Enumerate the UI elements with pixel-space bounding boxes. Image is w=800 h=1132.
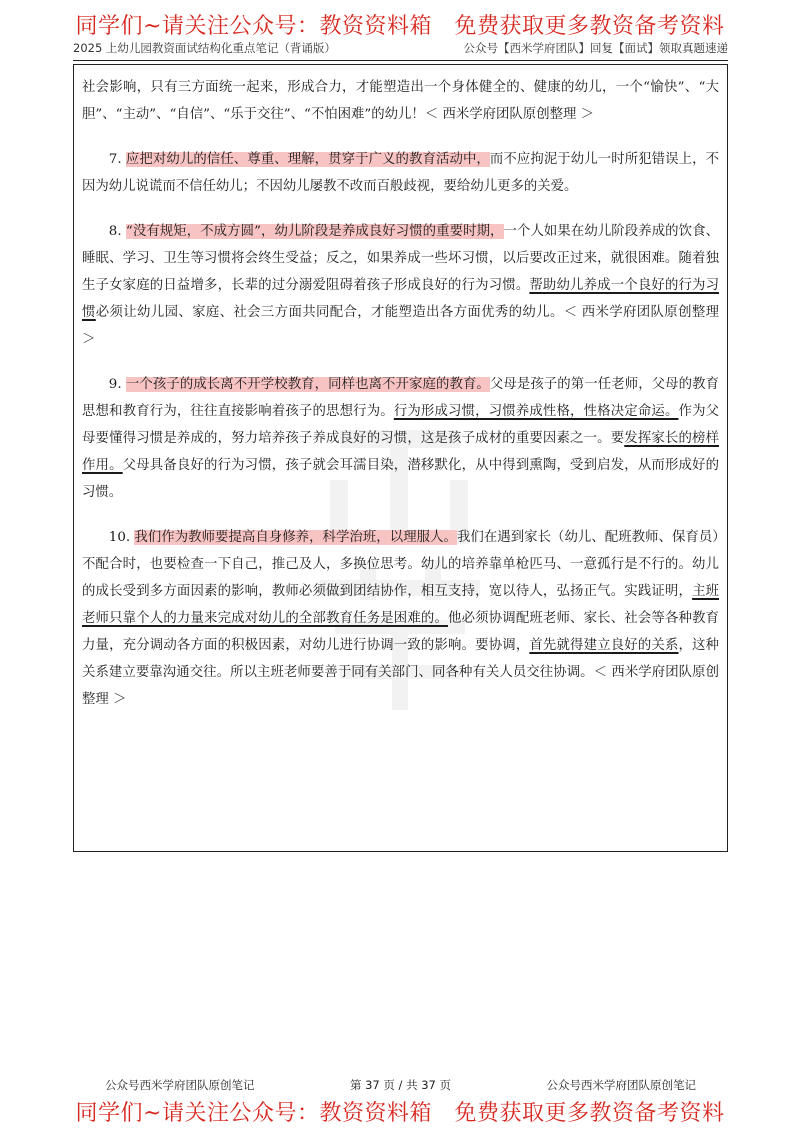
highlight-text: “没有规矩，不成方圆”，幼儿阶段是养成良好习惯的重要时期， <box>125 224 504 239</box>
body-text: 父母是孩子的第一任老师，父母的教育思想和教育行为，往往直接影响着孩子的思想行为。 <box>82 377 719 419</box>
page-number: 第 37 页 / 共 37 页 <box>349 1078 452 1092</box>
underlined-text: 行为形成习惯，习惯养成性格，性格决定命运。 <box>393 404 679 419</box>
running-header <box>73 40 728 58</box>
footer-left: 公众号西米学府团队原创笔记 <box>105 1078 255 1092</box>
promo-banner-bottom: 同学们~请关注公众号：教资资料箱 免费获取更多教资备考资料 <box>75 1101 725 1126</box>
underlined-text: 主班老师只靠个人的力量来完成对幼儿的全部教育任务是困难的。 <box>82 584 720 626</box>
paragraph-number: 7. <box>108 152 126 167</box>
paragraph-number: 10. <box>108 530 135 545</box>
underlined-text: 首先就得建立良好的关系 <box>529 638 679 653</box>
underlined-text: 帮助幼儿养成一个良好的行为习惯 <box>82 278 720 320</box>
underlined-text: 发挥家长的榜样作用。 <box>82 431 719 473</box>
highlight-text: 一个孩子的成长离不开学校教育，同样也离不开家庭的教育。 <box>125 377 490 392</box>
paragraph-9 <box>82 371 719 506</box>
body-text: 而不应拘泥于幼儿一时所犯错误上，不因为幼儿说谎而不信任幼儿；不因幼儿屡教不改而百般歧视，要给幼儿更多的关爱。 <box>82 152 719 194</box>
body-text: 一个人如果在幼儿阶段养成的饮食、睡眠、学习、卫生等习惯将会终生受益；反之，如果养成一些坏习惯，以后要改正过来，就很困难。随着独生子女家庭的日益增多，长辈的过分溺爱阻碍着孩子形成良好的行为习惯。 <box>82 224 719 293</box>
page-body <box>82 74 719 731</box>
paragraph-10 <box>82 524 719 713</box>
promo-banner-top: 同学们~请关注公众号：教资资料箱 免费获取更多教资备考资料 <box>75 14 725 39</box>
footer-right: 公众号西米学府团队原创笔记 <box>546 1078 696 1092</box>
highlight-text: 我们作为教师要提高自身修养，科学治班，以理服人。 <box>134 530 457 545</box>
body-text: 父母具备良好的行为习惯，孩子就会耳濡目染，潜移默化，从中得到熏陶，受到启发，从而形成好的习惯。 <box>82 458 719 500</box>
body-text: 我们在遇到家长（幼儿、配班教师、保育员）不配合时，也要检查一下自己，推己及人，多换位思考。幼儿的培养靠单枪匹马、一意孤行是不行的。幼儿的成长受到多方面因素的影响，教师必须做到团结协作，相互支持，宽以待人，弘扬正气。实践证明， <box>82 530 719 599</box>
highlight-text: 应把对幼儿的信任、尊重、理解，贯穿于广义的教育活动中， <box>125 152 490 167</box>
header-doc-title: 2025 上幼儿园教资面试结构化重点笔记（背诵版） <box>73 41 336 55</box>
paragraph-7 <box>82 146 719 200</box>
page-footer <box>73 1077 728 1093</box>
body-text: 作为父母要懂得习惯是养成的，努力培养孩子养成良好的习惯，这是孩子成材的重要因素之一。要 <box>82 404 720 446</box>
paragraph-6-tail: 社会影响，只有三方面统一起来，形成合力，才能塑造出一个身体健全的、健康的幼儿，一个“愉快”、“大胆”、“主动”、“自信”、“乐于交往”、“不怕困难”的幼儿！＜ 西米学府团队原创整理 ＞ <box>82 80 719 122</box>
body-text: ，这种关系建立要靠沟通交往。所以主班老师要善于同有关部门、同各种有关人员交往协调。＜ 西米学府团队原创整理 ＞ <box>82 638 720 707</box>
header-promo: 公众号【西米学府团队】回复【面试】领取真题速递 <box>463 41 728 55</box>
body-text: 必须让幼儿园、家庭、社会三方面共同配合，才能塑造出各方面优秀的幼儿。＜ 西米学府团队原创整理 ＞ <box>82 305 719 347</box>
body-text: 他必须协调配班老师、家长、社会等各种教育力量，充分调动各方面的积极因素，对幼儿进行协调一致的影响。要协调， <box>82 611 719 653</box>
paragraph-8 <box>82 218 719 353</box>
header-rule <box>73 60 728 61</box>
paragraph-number: 8. <box>108 224 126 239</box>
paragraph-number: 9. <box>108 377 126 392</box>
